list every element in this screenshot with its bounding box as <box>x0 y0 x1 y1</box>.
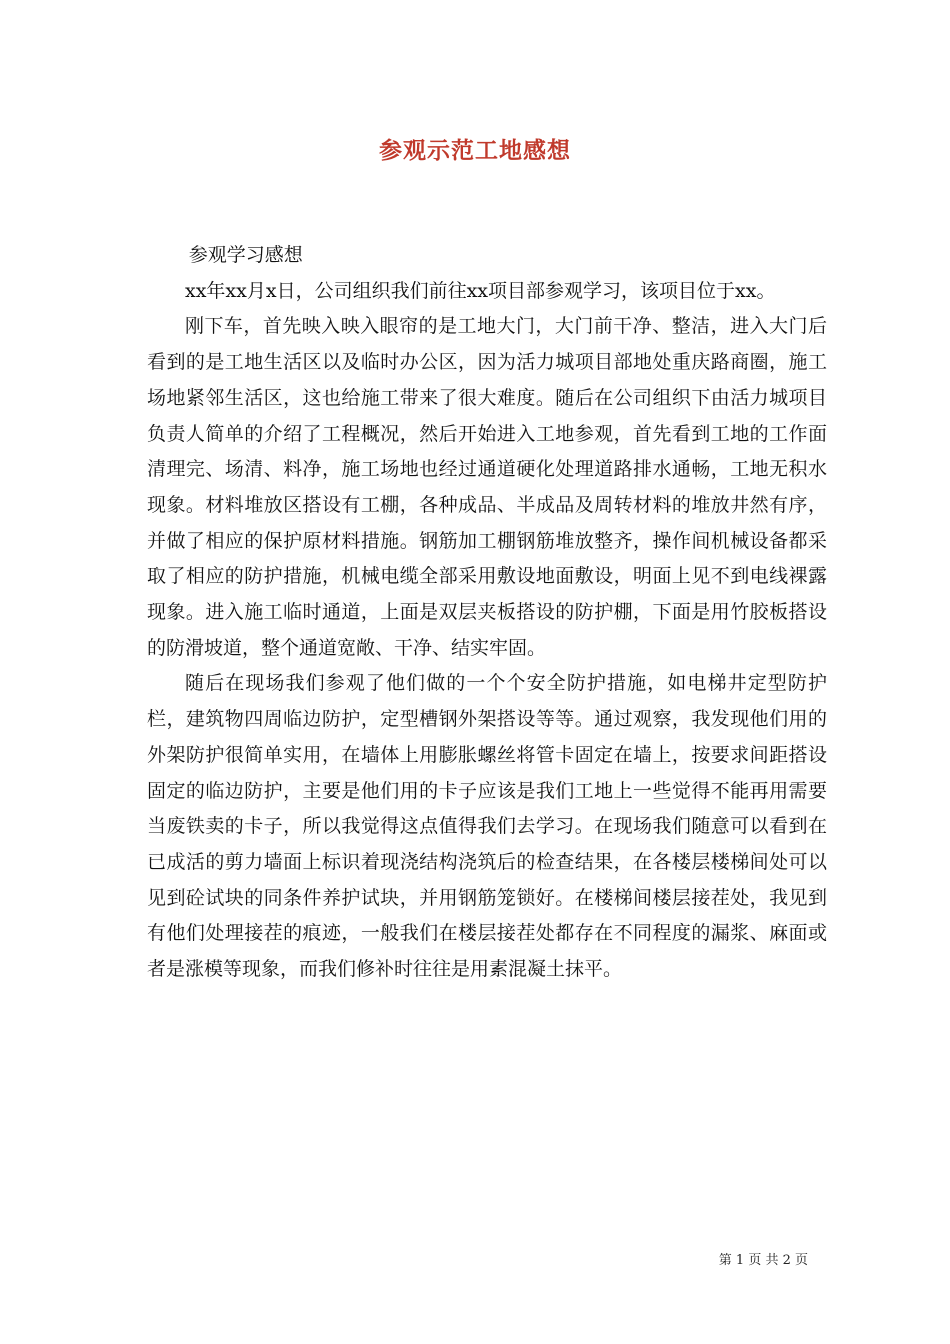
document-body <box>147 238 827 988</box>
section-subheading: 参观学习感想 <box>188 244 303 266</box>
paragraph-safety-measures: 随后在现场我们参观了他们做的一个个安全防护措施，如电梯井定型防护栏，建筑物四周临边防护，定型槽钢外架搭设等等。通过观察，我发现他们用的外架防护很简单实用，在墙体上用膨胀螺丝将管卡固定在墙上，按要求间距搭设固定的临边防护，主要是他们用的卡子应该是我们工地上一些觉得不能再用需要当废铁卖的卡子，所以我觉得这点值得我们去学习。在现场我们随意可以看到在已成活的剪力墙面上标识着现浇结构浇筑后的检查结果，在各楼层楼梯间处可以见到砼试块的同条件养护试块，并用钢筋笼锁好。在楼梯间楼层接茬处，我见到有他们处理接茬的痕迹，一般我们在楼层接茬处都存在不同程度的漏浆、麻面或者是涨模等现象，而我们修补时往往是用素混凝土抹平。 <box>147 672 827 981</box>
paragraph-site-entrance: 刚下车，首先映入映入眼帘的是工地大门，大门前干净、整洁，进入大门后看到的是工地生活区以及临时办公区，因为活力城项目部地处重庆路商圈，施工场地紧邻生活区，这也给施工带来了很大难度。随后在公司组织下由活力城项目负责人简单的介绍了工程概况，然后开始进入工地参观，首先看到工地的工作面清理完、场清、料净，施工场地也经过通道硬化处理道路排水通畅，工地无积水现象。材料堆放区搭设有工棚，各种成品、半成品及周转材料的堆放井然有序，并做了相应的保护原材料措施。钢筋加工棚钢筋堆放整齐，操作间机械设备都采取了相应的防护措施，机械电缆全部采用敷设地面敷设，明面上见不到电线裸露现象。进入施工临时通道，上面是双层夹板搭设的防护棚，下面是用竹胶板搭设的防滑坡道，整个通道宽敞、干净、结实牢固。 <box>147 315 827 659</box>
page-number-footer: 第 1 页 共 2 页 <box>718 1253 808 1268</box>
document-title: 参观示范工地感想 <box>379 137 571 164</box>
paragraph-intro: xx年xx月x日，公司组织我们前往xx项目部参观学习，该项目位于xx。 <box>185 279 776 302</box>
